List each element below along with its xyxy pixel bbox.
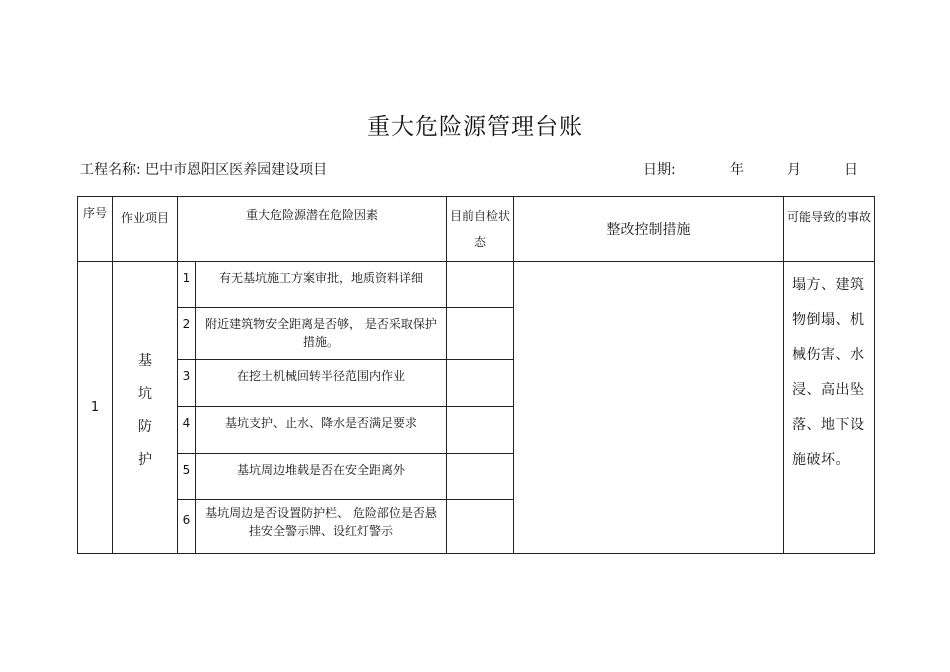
hazard-item: 在挖土机械回转半径范围内作业: [196, 360, 447, 407]
hazard-ledger-table: [77, 196, 875, 554]
hazard-item: 基坑周边堆载是否在安全距离外: [196, 454, 447, 500]
project-info: [80, 159, 327, 179]
check-status-cell: [447, 262, 514, 308]
header-accidents: 可能导致的事故: [784, 197, 875, 262]
seq-cell: 1: [78, 262, 113, 554]
page-title: 重大危险源管理台账: [367, 114, 583, 140]
check-status-cell: [447, 454, 514, 500]
header-check: 目前自检状态: [447, 197, 514, 262]
check-status-cell: [447, 500, 514, 554]
item-number: 2: [178, 308, 196, 360]
table-row: [78, 262, 875, 308]
project-name: 巴中市恩阳区医养园建设项目: [145, 162, 328, 178]
item-number: 4: [178, 407, 196, 454]
check-status-cell: [447, 407, 514, 454]
accidents-cell: 塌方、建筑物倒塌、机械伤害、水浸、高出坠落、地下设施破坏。: [784, 262, 875, 554]
year-label: 年: [730, 162, 744, 178]
table-header-row: [78, 197, 875, 262]
measures-cell: [514, 262, 784, 554]
header-seq: 序号: [78, 197, 113, 262]
hazard-item: 基坑支护、止水、降水是否满足要求: [196, 407, 447, 454]
month-label: 月: [787, 162, 801, 178]
hazard-item: 附近建筑物安全距离是否够， 是否采取保护措施。: [196, 308, 447, 360]
hazard-item: 基坑周边是否设置防护栏、 危险部位是否悬挂安全警示牌、设红灯警示: [196, 500, 447, 554]
operation-cell: 基坑防护: [113, 262, 178, 554]
header-measures: 整改控制措施: [514, 197, 784, 262]
date-label: 日期:: [643, 162, 676, 178]
check-status-cell: [447, 360, 514, 407]
item-number: 5: [178, 454, 196, 500]
header-operation: 作业项目: [113, 197, 178, 262]
item-number: 6: [178, 500, 196, 554]
hazard-item: 有无基坑施工方案审批，地质资料详细: [196, 262, 447, 308]
header-hazard: 重大危险源潜在危险因素: [178, 197, 447, 262]
check-status-cell: [447, 308, 514, 360]
item-number: 3: [178, 360, 196, 407]
project-label: 工程名称:: [80, 162, 141, 178]
date-info: [643, 159, 858, 179]
day-label: 日: [844, 162, 858, 178]
item-number: 1: [178, 262, 196, 308]
